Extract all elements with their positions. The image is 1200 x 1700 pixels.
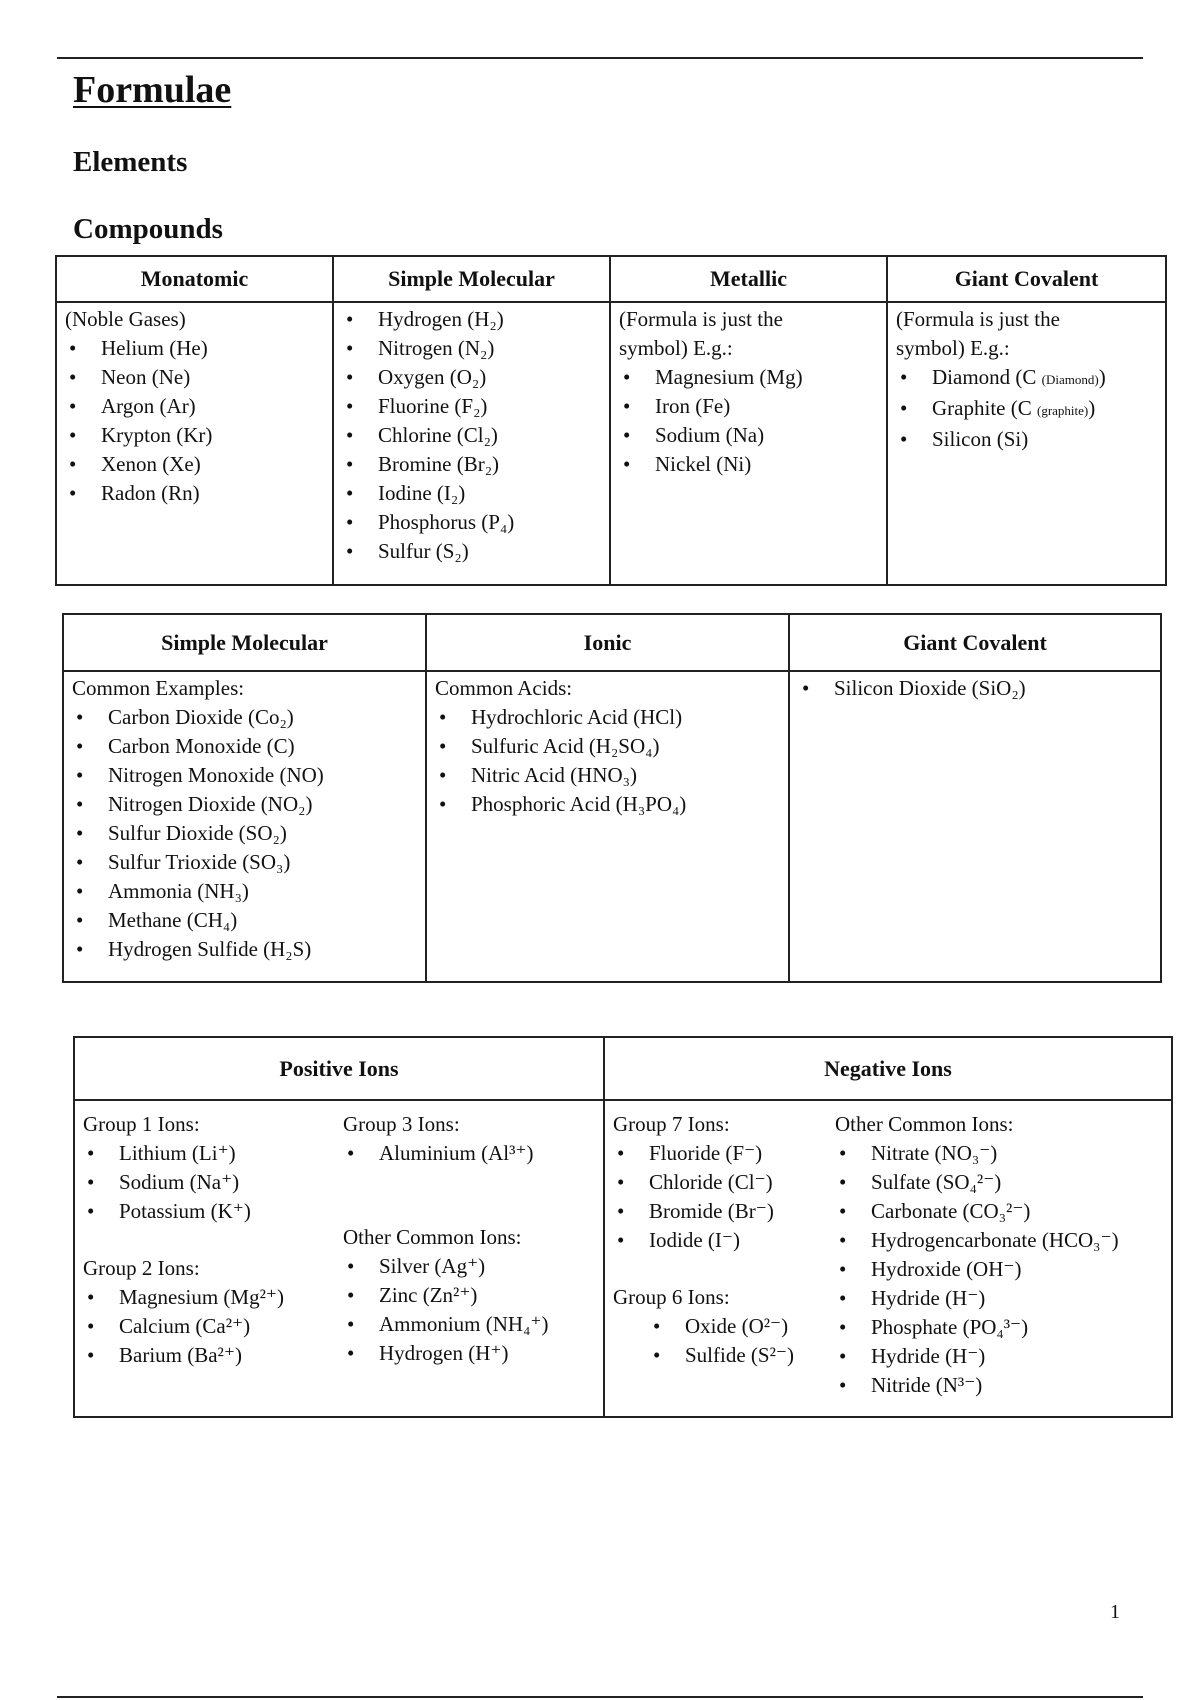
other-positive-list bbox=[343, 1252, 603, 1368]
list-item: • Bromine (Br₂) bbox=[342, 450, 609, 479]
list-item: • Lithium (Li⁺) bbox=[83, 1139, 343, 1168]
list-item: • Ammonia (NH₃) bbox=[72, 877, 425, 906]
header-monatomic: Monatomic bbox=[56, 256, 333, 302]
list-item: • Xenon (Xe) bbox=[65, 450, 332, 479]
group3-list bbox=[343, 1139, 603, 1168]
group7-title: Group 7 Ions: bbox=[613, 1112, 730, 1136]
header-simple-molecular: Simple Molecular bbox=[63, 614, 426, 671]
list-item: • Barium (Ba²⁺) bbox=[83, 1341, 343, 1370]
group2-list bbox=[83, 1283, 343, 1370]
list-item: • Sulfuric Acid (H₂SO₄) bbox=[435, 732, 788, 761]
list-item: • Silicon Dioxide (SiO₂) bbox=[798, 674, 1160, 703]
list-item: • Aluminium (Al³⁺) bbox=[343, 1139, 603, 1168]
list-item: • Krypton (Kr) bbox=[65, 421, 332, 450]
list-item: • Oxide (O²⁻) bbox=[613, 1312, 835, 1341]
other-negative-list bbox=[835, 1139, 1171, 1400]
compound-ionic-list bbox=[435, 703, 788, 819]
header-simple-molecular: Simple Molecular bbox=[333, 256, 610, 302]
group6-title: Group 6 Ions: bbox=[613, 1285, 730, 1309]
list-item: • Nitrogen Monoxide (NO) bbox=[72, 761, 425, 790]
list-item: • Sulfur Trioxide (SO₃) bbox=[72, 848, 425, 877]
list-item: • Carbonate (CO₃²⁻) bbox=[835, 1197, 1171, 1226]
metallic-cell bbox=[610, 302, 887, 585]
positive-ions-column-2 bbox=[343, 1110, 603, 1370]
list-item: • Hydrogen Sulfide (H₂S) bbox=[72, 935, 425, 964]
negative-ions-column-1 bbox=[613, 1110, 835, 1400]
list-item: • Phosphoric Acid (H₃PO₄) bbox=[435, 790, 788, 819]
list-item: • Potassium (K⁺) bbox=[83, 1197, 343, 1226]
list-item: • Magnesium (Mg) bbox=[619, 363, 886, 392]
list-item: • Fluoride (F⁻) bbox=[613, 1139, 835, 1168]
list-item: • Sodium (Na) bbox=[619, 421, 886, 450]
group1-title: Group 1 Ions: bbox=[83, 1112, 200, 1136]
list-item: • Sulfur (S₂) bbox=[342, 537, 609, 566]
list-item: • Carbon Dioxide (Co₂) bbox=[72, 703, 425, 732]
list-item: • Chlorine (Cl₂) bbox=[342, 421, 609, 450]
list-item: • Helium (He) bbox=[65, 334, 332, 363]
list-item: • Nitride (N³⁻) bbox=[835, 1371, 1171, 1400]
compound-simple-molecular-cell bbox=[63, 671, 426, 982]
elements-table bbox=[55, 255, 1167, 586]
list-item: • Oxygen (O₂) bbox=[342, 363, 609, 392]
header-metallic: Metallic bbox=[610, 256, 887, 302]
compound-giant-covalent-cell bbox=[789, 671, 1161, 982]
list-item-diamond: • Diamond (C (Diamond)) bbox=[896, 363, 1165, 394]
list-item: • Carbon Monoxide (C) bbox=[72, 732, 425, 761]
list-item: • Phosphate (PO₄³⁻) bbox=[835, 1313, 1171, 1342]
list-item: • Hydrochloric Acid (HCl) bbox=[435, 703, 788, 732]
positive-ions-cell bbox=[74, 1100, 604, 1417]
compound-giant-covalent-list bbox=[798, 674, 1160, 703]
monatomic-cell bbox=[56, 302, 333, 585]
giant-covalent-intro-line-1: (Formula is just the bbox=[896, 307, 1060, 331]
list-item: • Magnesium (Mg²⁺) bbox=[83, 1283, 343, 1312]
giant-covalent-list bbox=[896, 363, 1165, 454]
list-item: • Sodium (Na⁺) bbox=[83, 1168, 343, 1197]
list-item: • Hydroxide (OH⁻) bbox=[835, 1255, 1171, 1284]
list-item: • Phosphorus (P₄) bbox=[342, 508, 609, 537]
section-heading-elements: Elements bbox=[73, 146, 188, 178]
list-item: • Chloride (Cl⁻) bbox=[613, 1168, 835, 1197]
group3-title: Group 3 Ions: bbox=[343, 1112, 460, 1136]
list-item: • Hydride (H⁻) bbox=[835, 1284, 1171, 1313]
list-item: • Hydrogen (H⁺) bbox=[343, 1339, 603, 1368]
compound-simple-molecular-list bbox=[72, 703, 425, 964]
list-item: • Argon (Ar) bbox=[65, 392, 332, 421]
page-number: 1 bbox=[1110, 1601, 1120, 1623]
other-positive-title: Other Common Ions: bbox=[343, 1225, 522, 1249]
list-item: • Fluorine (F₂) bbox=[342, 392, 609, 421]
monatomic-intro: (Noble Gases) bbox=[65, 307, 186, 331]
metallic-intro-line-1: (Formula is just the bbox=[619, 307, 783, 331]
group1-list bbox=[83, 1139, 343, 1226]
simple-molecular-cell bbox=[333, 302, 610, 585]
section-heading-compounds: Compounds bbox=[73, 213, 223, 245]
group7-list bbox=[613, 1139, 835, 1255]
list-item-silicon: • Silicon (Si) bbox=[896, 425, 1165, 454]
group6-list bbox=[613, 1312, 835, 1370]
bottom-rule bbox=[57, 1696, 1143, 1698]
list-item: • Nitrate (NO₃⁻) bbox=[835, 1139, 1171, 1168]
list-item: • Iodide (I⁻) bbox=[613, 1226, 835, 1255]
other-negative-title: Other Common Ions: bbox=[835, 1112, 1014, 1136]
list-item: • Iron (Fe) bbox=[619, 392, 886, 421]
compound-ionic-cell bbox=[426, 671, 789, 982]
top-rule bbox=[57, 57, 1143, 59]
list-item: • Sulfate (SO₄²⁻) bbox=[835, 1168, 1171, 1197]
header-ionic: Ionic bbox=[426, 614, 789, 671]
list-item: • Hydrogen (H₂) bbox=[342, 305, 609, 334]
list-item: • Bromide (Br⁻) bbox=[613, 1197, 835, 1226]
positive-ions-column-1 bbox=[83, 1110, 343, 1370]
list-item: • Ammonium (NH₄⁺) bbox=[343, 1310, 603, 1339]
common-examples-label: Common Examples: bbox=[72, 676, 245, 700]
list-item: • Hydrogencarbonate (HCO₃⁻) bbox=[835, 1226, 1171, 1255]
list-item: • Nitrogen Dioxide (NO₂) bbox=[72, 790, 425, 819]
simple-molecular-list bbox=[342, 305, 609, 566]
common-acids-label: Common Acids: bbox=[435, 676, 573, 700]
page-title: Formulae bbox=[73, 69, 232, 111]
negative-ions-cell bbox=[604, 1100, 1172, 1417]
giant-covalent-cell bbox=[887, 302, 1166, 585]
compounds-table bbox=[62, 613, 1162, 983]
list-item: • Methane (CH₄) bbox=[72, 906, 425, 935]
header-negative-ions: Negative Ions bbox=[604, 1037, 1172, 1100]
list-item: • Zinc (Zn²⁺) bbox=[343, 1281, 603, 1310]
ions-table bbox=[73, 1036, 1173, 1418]
metallic-intro-line-2: symbol) E.g.: bbox=[619, 336, 733, 360]
list-item: • Nitric Acid (HNO₃) bbox=[435, 761, 788, 790]
metallic-list bbox=[619, 363, 886, 479]
list-item: • Sulfur Dioxide (SO₂) bbox=[72, 819, 425, 848]
header-giant-covalent: Giant Covalent bbox=[887, 256, 1166, 302]
header-giant-covalent: Giant Covalent bbox=[789, 614, 1161, 671]
list-item: • Sulfide (S²⁻) bbox=[613, 1341, 835, 1370]
list-item: • Iodine (I₂) bbox=[342, 479, 609, 508]
list-item: • Radon (Rn) bbox=[65, 479, 332, 508]
monatomic-list bbox=[65, 334, 332, 508]
list-item: • Nitrogen (N₂) bbox=[342, 334, 609, 363]
header-positive-ions: Positive Ions bbox=[74, 1037, 604, 1100]
list-item: • Neon (Ne) bbox=[65, 363, 332, 392]
giant-covalent-intro-line-2: symbol) E.g.: bbox=[896, 336, 1010, 360]
list-item-graphite: • Graphite (C (graphite)) bbox=[896, 394, 1165, 425]
list-item: • Calcium (Ca²⁺) bbox=[83, 1312, 343, 1341]
group2-title: Group 2 Ions: bbox=[83, 1256, 200, 1280]
list-item: • Nickel (Ni) bbox=[619, 450, 886, 479]
negative-ions-column-2 bbox=[835, 1110, 1171, 1400]
list-item: • Silver (Ag⁺) bbox=[343, 1252, 603, 1281]
list-item: • Hydride (H⁻) bbox=[835, 1342, 1171, 1371]
